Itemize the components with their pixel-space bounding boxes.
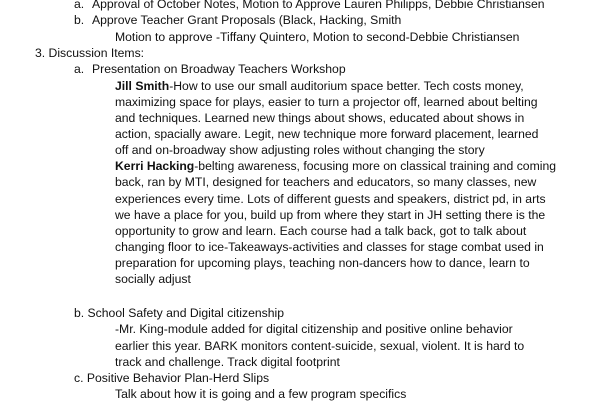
broadway-workshop-title: Presentation on Broadway Teachers Workshop bbox=[92, 62, 346, 77]
jill-text-3: action, spacially aware. Legit, new technique more forward placement, learned bbox=[115, 127, 539, 141]
kerri-text-6: preparation for upcoming plays, teaching non-dancers how to dance, learn to bbox=[115, 256, 530, 271]
jill-smith-line-1 bbox=[115, 78, 524, 94]
safety-text-1: earlier this year. BARK monitors content-suicide, sexual, violent. It is hard to bbox=[115, 338, 525, 353]
jill-text-1: maximizing space for plays, easier to turn a projector off, learned about belting bbox=[115, 94, 538, 109]
positive-behavior-partial: Talk about how it is going and a few program specifics bbox=[115, 387, 407, 401]
jill-text-0: -How to use our small auditorium space better. Tech costs money, bbox=[169, 78, 524, 93]
kerri-hacking-name: Kerri Hacking bbox=[115, 159, 195, 174]
kerri-hacking-line-1 bbox=[115, 158, 556, 174]
kerri-text-4: opportunity to grow and learn. Each course had a talk back, got to talk about bbox=[115, 223, 527, 238]
item-a-marker: a. bbox=[74, 0, 85, 11]
jill-text-4: off and on-broadway show adjusting roles without changing the story bbox=[115, 143, 485, 158]
approve-grant-proposals: Approve Teacher Grant Proposals (Black, Hacking, Smith bbox=[92, 13, 402, 28]
school-safety-heading: b. School Safety and Digital citizenship bbox=[74, 306, 285, 321]
jill-smith-name: Jill Smith bbox=[115, 78, 170, 93]
safety-text-2: track and challenge. Track digital footprint bbox=[115, 354, 340, 369]
kerri-text-7: socially adjust bbox=[115, 272, 191, 287]
kerri-text-1: back, ran by MTI, designed for teachers and educators, so many classes, new bbox=[115, 175, 537, 190]
item-b-marker: b. bbox=[74, 13, 85, 28]
grant-motion-line: Motion to approve -Tiffany Quintero, Motion to second-Debbie Christiansen bbox=[115, 30, 520, 45]
kerri-text-5: changing floor to ice-Takeaways-activities and classes for stage combat used in bbox=[115, 239, 544, 254]
kerri-text-0: -belting awareness, focusing more on classical training and coming bbox=[194, 159, 557, 174]
safety-text-0: -Mr. King-module added for digital citizenship and positive online behavior bbox=[115, 322, 513, 337]
item-3a-marker: a. bbox=[74, 62, 85, 77]
discussion-items-heading: 3. Discussion Items: bbox=[35, 46, 145, 61]
kerri-text-2: experiences every time. Lots of different guests and speakers, district pd, in arts bbox=[115, 191, 546, 206]
approval-october-notes: Approval of October Notes, Motion to Approve Lauren Philipps, Debbie Christiansen bbox=[92, 0, 545, 11]
kerri-text-3: we have a place for you, build up from where they start in JH setting there is the bbox=[115, 207, 546, 222]
jill-text-2: and techniques. Learned new things about shows, educated about shows in bbox=[115, 110, 525, 125]
positive-behavior-heading: c. Positive Behavior Plan-Herd Slips bbox=[74, 370, 270, 385]
